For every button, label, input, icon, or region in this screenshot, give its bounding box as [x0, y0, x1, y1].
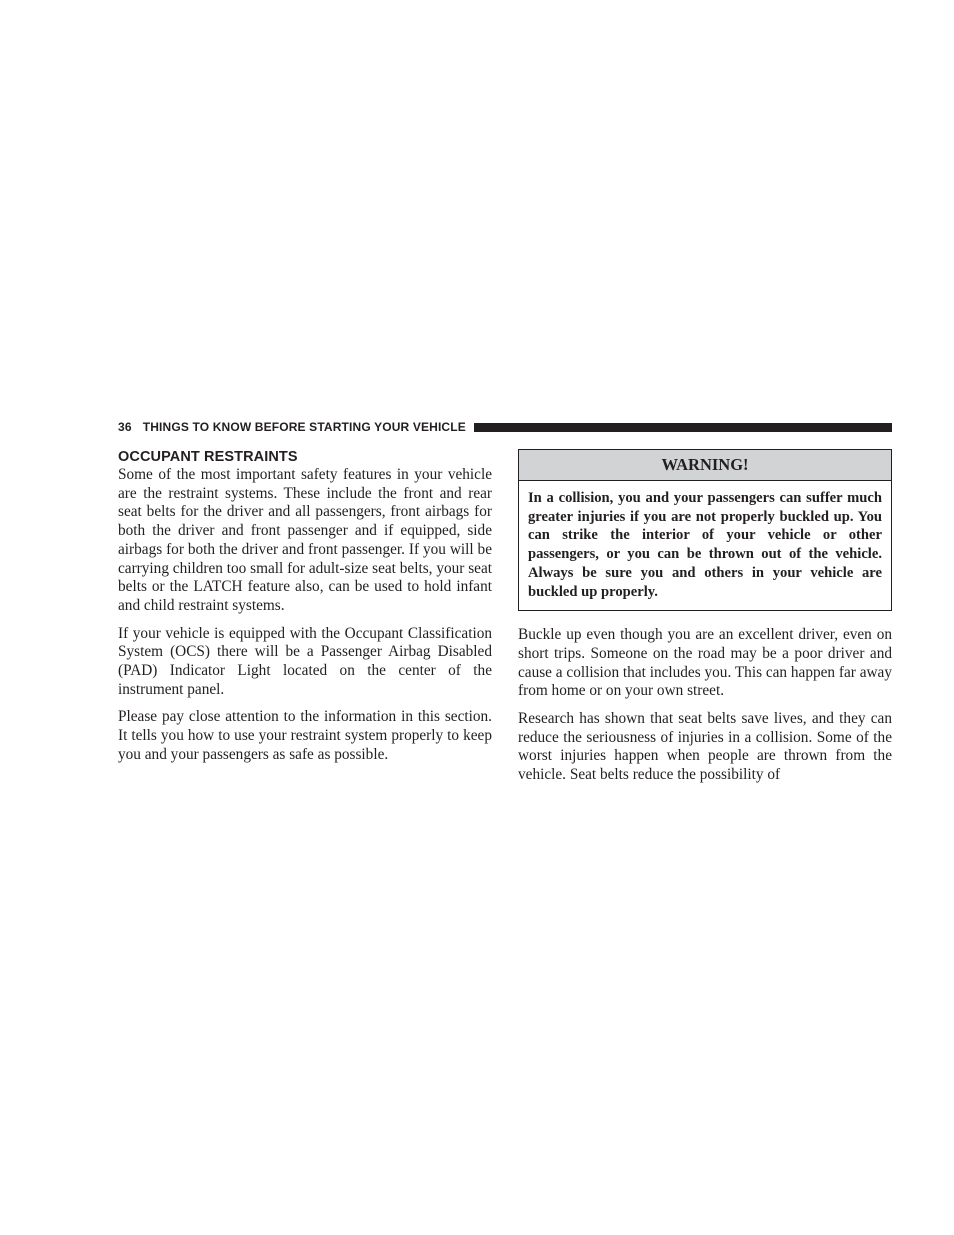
paragraph: Research has shown that seat belts save lives, and they can reduce the seriousness of injuries in a collision. Some of the worst injuries happen when people are thrown from the vehicle. Seat belts reduce the possibility of — [518, 710, 892, 784]
warning-box — [518, 449, 892, 611]
page-header — [118, 419, 892, 435]
page-number: 36 — [118, 420, 132, 434]
paragraph: Buckle up even though you are an excellent driver, even on short trips. Someone on the road may be a poor driver and cause a collision that includes you. This can happen far away from home or on your own street. — [518, 626, 892, 700]
right-column — [518, 449, 892, 794]
header-rule — [474, 423, 892, 432]
warning-title: WARNING! — [519, 450, 891, 481]
paragraph: If your vehicle is equipped with the Occupant Classification System (OCS) there will be a Passenger Airbag Disabled (PAD) Indicator Light located on the center of the instrument panel. — [118, 624, 492, 698]
warning-text: In a collision, you and your passengers can suffer much greater injuries if you are not properly buckled up. You can strike the interior of your vehicle or other passengers, or you can be thrown out of the vehicle. Always be sure you and others in your vehicle are buckled up properly. — [528, 490, 882, 600]
paragraph: Some of the most important safety features in your vehicle are the restraint systems. These include the front and rear seat belts for the driver and all passengers, front airbags for both the driver and front passenger and if equipped, side airbags for both the driver and front passenger. If you will be carrying children too small for adult-size seat belts, your seat belts or the LATCH feature also, can be used to hold infant and child restraint systems. — [118, 466, 492, 614]
section-title: OCCUPANT RESTRAINTS — [118, 449, 298, 465]
paragraph: Please pay close attention to the information in this section. It tells you how to use your restraint system properly to keep you and your passengers as safe as possible. — [118, 708, 492, 763]
running-section-title: THINGS TO KNOW BEFORE STARTING YOUR VEHICLE — [142, 420, 466, 434]
left-column — [118, 449, 492, 774]
